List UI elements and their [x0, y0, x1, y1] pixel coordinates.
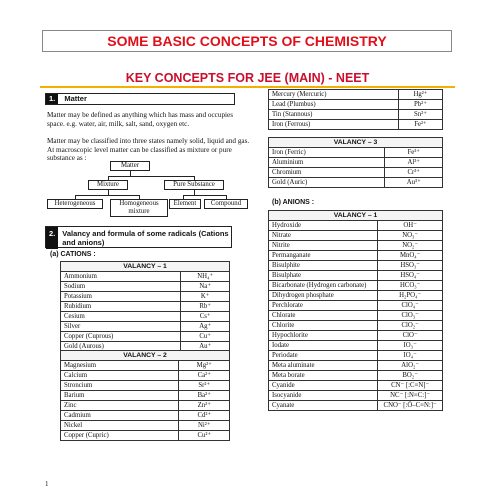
section2-number: 2.	[46, 227, 58, 249]
radical-name: Lead (Plumbus)	[269, 100, 399, 110]
radical-name: Sodium	[61, 282, 181, 292]
radical-name: Bisulphate	[269, 271, 378, 281]
tree-node-element: Element	[169, 199, 201, 209]
table-row	[61, 272, 230, 282]
subtitle-underline	[40, 86, 455, 88]
cations-label: (a) CATIONS :	[50, 251, 96, 258]
radical-formula: ClO₂⁻	[378, 321, 443, 331]
table-row	[269, 371, 443, 381]
cations-valancy3-table	[268, 137, 443, 188]
radical-name: Periodate	[269, 351, 378, 361]
radical-formula: OH⁻	[378, 221, 443, 231]
table-row	[269, 120, 443, 130]
radical-formula: Cr³⁺	[385, 168, 443, 178]
radical-name: Potassium	[61, 292, 181, 302]
radical-formula: BO₂⁻	[378, 371, 443, 381]
radical-formula: Rb⁺	[181, 302, 230, 312]
radical-formula: HSO₄⁻	[378, 271, 443, 281]
radical-name: Silver	[61, 322, 181, 332]
table-header: VALANCY – 1	[269, 211, 443, 221]
radical-name: Nitrate	[269, 231, 378, 241]
radical-formula: NO₂⁻	[378, 241, 443, 251]
radical-formula: Sn²⁺	[398, 110, 442, 120]
radical-name: Cyanide	[269, 381, 378, 391]
radical-formula: IO₄⁻	[378, 351, 443, 361]
radical-name: Meta borate	[269, 371, 378, 381]
tree-connector	[108, 176, 194, 177]
table-row	[269, 311, 443, 321]
radical-formula: ClO₄⁻	[378, 301, 443, 311]
radical-name: Zinc	[61, 401, 179, 411]
table-row	[61, 322, 230, 332]
cations-valancy1-table	[60, 261, 230, 352]
table-row	[269, 178, 443, 188]
table-header: VALANCY – 2	[61, 351, 230, 361]
page-number: 1	[45, 480, 49, 488]
table-row	[61, 421, 230, 431]
radical-name: Iron (Ferric)	[269, 148, 385, 158]
radical-formula: Zn²⁺	[179, 401, 230, 411]
table-row	[269, 291, 443, 301]
table-row	[269, 100, 443, 110]
table-row	[269, 351, 443, 361]
table-row	[269, 251, 443, 261]
radical-name: Copper (Cuprous)	[61, 332, 181, 342]
radical-formula: CN⁻ [:C≡N]⁻	[378, 381, 443, 391]
radical-formula: Mg²⁺	[179, 361, 230, 371]
radical-name: Iron (Ferrous)	[269, 120, 399, 130]
radical-formula: K⁺	[181, 292, 230, 302]
radical-name: Perchlorate	[269, 301, 378, 311]
tree-connector	[75, 195, 139, 196]
table-row	[269, 401, 443, 411]
radical-formula: CNO⁻ [:Ö–C≡N:]⁻	[378, 401, 443, 411]
radical-formula: Na⁺	[181, 282, 230, 292]
tree-node-compound: Compound	[204, 199, 248, 209]
radical-formula: Au⁺	[181, 342, 230, 352]
table-row	[61, 282, 230, 292]
table-row	[61, 312, 230, 322]
radical-formula: Ca²⁺	[179, 371, 230, 381]
cations-valancy2-cont-table	[268, 89, 443, 130]
table-row	[269, 301, 443, 311]
radical-name: Bisulphite	[269, 261, 378, 271]
table-row	[269, 90, 443, 100]
radical-name: Cesium	[61, 312, 181, 322]
table-row	[61, 381, 230, 391]
table-row	[269, 168, 443, 178]
radical-name: Isocyanide	[269, 391, 378, 401]
page-subtitle: KEY CONCEPTS FOR JEE (MAIN) - NEET	[125, 71, 370, 85]
radical-name: Aluminium	[269, 158, 385, 168]
radical-formula: ClO⁻	[378, 331, 443, 341]
radical-formula: Ag⁺	[181, 322, 230, 332]
radical-name: Hypochlorite	[269, 331, 378, 341]
radical-name: Calcium	[61, 371, 179, 381]
radical-formula: IO₃⁻	[378, 341, 443, 351]
radical-formula: Fe²⁺	[398, 120, 442, 130]
radical-name: Chlorite	[269, 321, 378, 331]
table-row	[269, 341, 443, 351]
tree-connector	[183, 195, 226, 196]
radical-formula: HSO₃⁻	[378, 261, 443, 271]
page-title: SOME BASIC CONCEPTS OF CHEMISTRY	[42, 30, 452, 52]
table-row	[269, 271, 443, 281]
table-row	[269, 241, 443, 251]
table-header: VALANCY – 1	[61, 262, 230, 272]
section2-heading	[45, 226, 232, 248]
table-row	[269, 321, 443, 331]
radical-formula: Au³⁺	[385, 178, 443, 188]
section1-para1: Matter may be defined as anything which has mass and occupies space. e.g. water, air, milk, salt, sand, oxygen etc.	[47, 111, 234, 128]
tree-node-pure-substance: Pure Substance	[164, 180, 224, 190]
table-row	[61, 332, 230, 342]
table-row	[61, 371, 230, 381]
table-row	[269, 110, 443, 120]
radical-name: Gold (Aurous)	[61, 342, 181, 352]
radical-formula: Cu⁺	[181, 332, 230, 342]
tree-node-matter: Matter	[110, 161, 150, 171]
radical-name: Rubidium	[61, 302, 181, 312]
radical-name: Nickel	[61, 421, 179, 431]
radical-formula: Cd²⁺	[179, 411, 230, 421]
radical-name: Nitrite	[269, 241, 378, 251]
section1-number: 1.	[46, 94, 58, 104]
radical-name: Mercury (Mercuric)	[269, 90, 399, 100]
table-row	[269, 331, 443, 341]
table-row	[269, 281, 443, 291]
radical-formula: Cs⁺	[181, 312, 230, 322]
table-header: VALANCY – 3	[269, 138, 443, 148]
radical-formula: ClO₃⁻	[378, 311, 443, 321]
anions-label: (b) ANIONS :	[272, 199, 315, 206]
table-row	[269, 221, 443, 231]
tree-node-mixture: Mixture	[88, 180, 128, 190]
radical-formula: MnO₄⁻	[378, 251, 443, 261]
radical-formula: Cu²⁺	[179, 431, 230, 441]
radical-formula: Ba²⁺	[179, 391, 230, 401]
radical-name: Dihydrogen phosphate	[269, 291, 378, 301]
section2-title: Valancy and formula of some radicals (Cations and anions)	[62, 229, 229, 247]
table-row	[61, 401, 230, 411]
radical-name: Cadmium	[61, 411, 179, 421]
radical-name: Bicarbonate (Hydrogen carbonate)	[269, 281, 378, 291]
section1-para2: Matter may be classified into three states namely solid, liquid and gas. At macroscopic level matter can be classified as mixture or pure substance as :	[47, 137, 250, 162]
radical-name: Chlorate	[269, 311, 378, 321]
table-row	[269, 361, 443, 371]
table-row	[61, 292, 230, 302]
table-row	[269, 391, 443, 401]
table-row	[269, 381, 443, 391]
radical-formula: AlO₂⁻	[378, 361, 443, 371]
table-row	[61, 391, 230, 401]
radical-formula: H₂PO₄⁻	[378, 291, 443, 301]
table-row	[61, 361, 230, 371]
table-row	[61, 302, 230, 312]
section1-heading	[45, 93, 235, 105]
table-row	[61, 411, 230, 421]
radical-formula: Al³⁺	[385, 158, 443, 168]
radical-formula: NH₄⁺	[181, 272, 230, 282]
anions-valancy1-table	[268, 210, 443, 411]
radical-formula: Ni²⁺	[179, 421, 230, 431]
radical-name: Gold (Auric)	[269, 178, 385, 188]
radical-name: Copper (Cupric)	[61, 431, 179, 441]
radical-name: Magnesium	[61, 361, 179, 371]
radical-name: Tin (Stannous)	[269, 110, 399, 120]
tree-node-homogeneous: Homogeneous mixture	[110, 199, 168, 217]
radical-formula: Fe³⁺	[385, 148, 443, 158]
radical-name: Barium	[61, 391, 179, 401]
section1-title: Matter	[64, 94, 87, 103]
table-row	[269, 148, 443, 158]
radical-name: Chromium	[269, 168, 385, 178]
radical-name: Iodate	[269, 341, 378, 351]
radical-name: Meta aluminate	[269, 361, 378, 371]
radical-formula: Sr²⁺	[179, 381, 230, 391]
radical-formula: HCO₃⁻	[378, 281, 443, 291]
radical-name: Stroncium	[61, 381, 179, 391]
radical-formula: Pb²⁺	[398, 100, 442, 110]
radical-formula: Hg²⁺	[398, 90, 442, 100]
radical-formula: NC⁻ [:N≡C:]⁻	[378, 391, 443, 401]
table-row	[269, 261, 443, 271]
radical-name: Ammonium	[61, 272, 181, 282]
radical-name: Permanganate	[269, 251, 378, 261]
tree-node-heterogeneous: Heterogeneous	[47, 199, 103, 209]
table-row	[269, 158, 443, 168]
radical-name: Cyanate	[269, 401, 378, 411]
table-row	[61, 431, 230, 441]
radical-name: Hydroxide	[269, 221, 378, 231]
cations-valancy2-table	[60, 350, 230, 441]
table-row	[269, 231, 443, 241]
radical-formula: NO₃⁻	[378, 231, 443, 241]
